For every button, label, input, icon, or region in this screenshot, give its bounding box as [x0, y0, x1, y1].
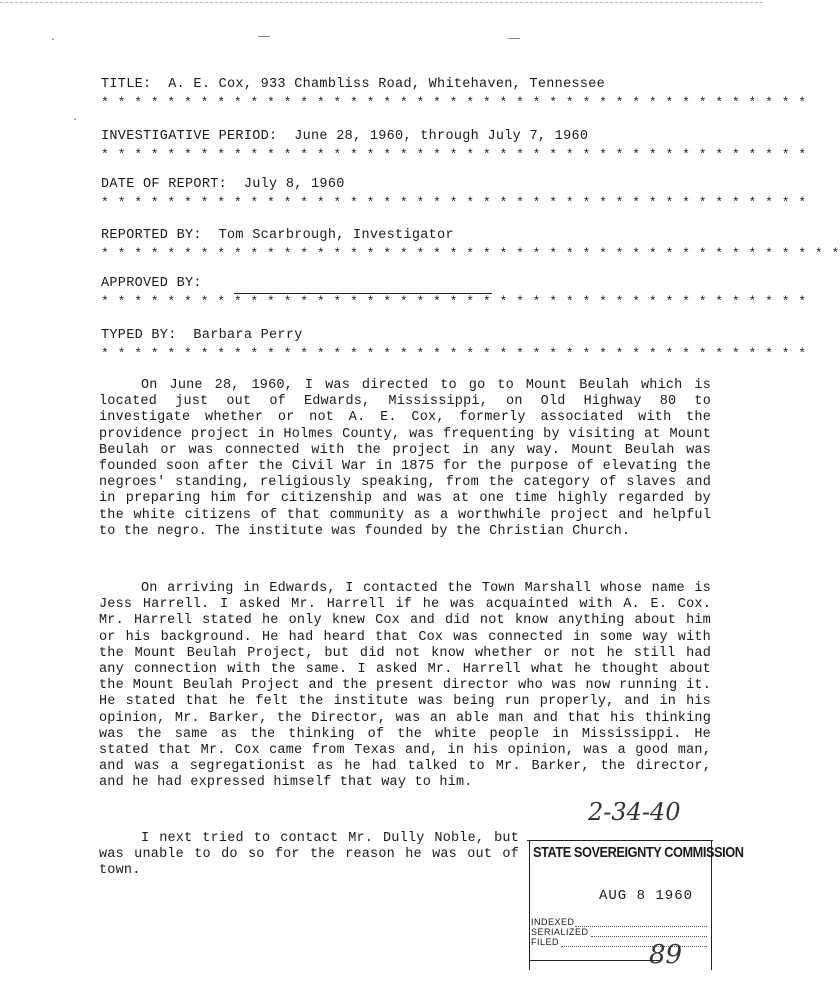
separator: * * * * * * * * * * * * * * * * * * * * * * * * * * * * * * * * * * * * * * * * * * *: [101, 95, 807, 110]
stamp-rule: [529, 960, 659, 961]
approved-by: APPROVED BY:: [101, 276, 202, 291]
stamp-dots: [591, 936, 707, 937]
file-number-handwritten: 2-34-40: [588, 798, 681, 826]
paragraph-1: [99, 378, 711, 540]
commission-stamp: [527, 832, 744, 970]
stamp-border: [527, 840, 713, 841]
paragraph-2-text: On arriving in Edwards, I contacted the Town Marshall whose name is Jess Harrell. I asked Mr. Harrell if he was acquainted with A. E. Cox. Mr. Harrell stated he only knew Cox and did not know anything about him or his background. He had heard that Cox was connected in some way with the Mount Beulah Project, but did not know whether or not he still had any connection with the same. I asked Mr. Harrell what he thought about the Mount Beulah Project and the present director who was now running it. He stated that he felt the institute was being run properly, and in his opinion, Mr. Barker, the Director, was an able man and that his thinking was the same as the thinking of the white people in Mississippi. He stated that Mr. Cox came from Texas and, in his opinion, was a good man, and was a segregationist as he had talked to Mr. Barker, the director, and he had expressed himself that way to him.: [99, 581, 711, 791]
scan-speck: [52, 38, 54, 40]
separator: * * * * * * * * * * * * * * * * * * * * * * * * * * * * * * * * * * * * * * * * * * *: [101, 195, 807, 210]
stamp-dots: [561, 946, 707, 947]
report-date: DATE OF REPORT: July 8, 1960: [101, 177, 345, 192]
report-title: TITLE: A. E. Cox, 933 Chambliss Road, Whitehaven, Tennessee: [101, 77, 606, 92]
scan-speck: [74, 118, 76, 120]
separator: * * * * * * * * * * * * * * * * * * * * * * * * * * * * * * * * * * * * * * * * * * *: [101, 346, 807, 361]
scan-mark: [258, 36, 270, 37]
paragraph-1-text: On June 28, 1960, I was directed to go to Mount Beulah which is located just out of Edwards, Mississippi, on Old Highway 80 to investigate whether or not A. E. Cox, formerly associated with the providence project in Holmes County, was frequenting by visiting at Mount Beulah or was connected with the project in any way. Mount Beulah was founded soon after the Civil War in 1875 for the purpose of elevating the negroes' standing, religiously speaking, from the category of slaves and in preparing him for citizenship and was at one time highly regarded by the white citizens of that community as a worthwhile project and helpful to the negro. The institute was founded by the Christian Church.: [99, 378, 711, 539]
paragraph-2: [99, 581, 711, 792]
stamp-border: [529, 840, 530, 970]
reported-by: REPORTED BY: Tom Scarbrough, Investigator: [101, 228, 454, 243]
paragraph-3-text: I next tried to contact Mr. Dully Noble, but was unable to do so for the reason he was out of town.: [99, 831, 519, 879]
page-edge: [0, 2, 763, 3]
stamp-indexed: INDEXED: [531, 917, 575, 927]
stamp-number-handwritten: 89: [649, 940, 683, 970]
typed-by: TYPED BY: Barbara Perry: [101, 328, 303, 343]
separator: * * * * * * * * * * * * * * * * * * * * * * * * * * * * * * * * * * * * * * * * * * * * *: [101, 246, 840, 261]
separator: * * * * * * * * * * * * * * * * * * * * * * * * * * * * * * * * * * * * * * * * * * *: [101, 147, 807, 162]
stamp-date: AUG 8 1960: [599, 888, 694, 904]
investigative-period: INVESTIGATIVE PERIOD: June 28, 1960, through July 7, 1960: [101, 129, 589, 144]
stamp-dots: [575, 926, 707, 927]
stamp-filed: FILED: [531, 937, 560, 947]
paragraph-3: [99, 831, 519, 880]
scan-mark: [508, 38, 520, 39]
stamp-serialized: SERIALIZED: [531, 927, 589, 937]
stamp-title: STATE SOVEREIGNTY COMMISSION: [533, 844, 744, 861]
separator: * * * * * * * * * * * * * * * * * * * * * * * * * * * * * * * * * * * * * * * * * * *: [101, 294, 807, 309]
